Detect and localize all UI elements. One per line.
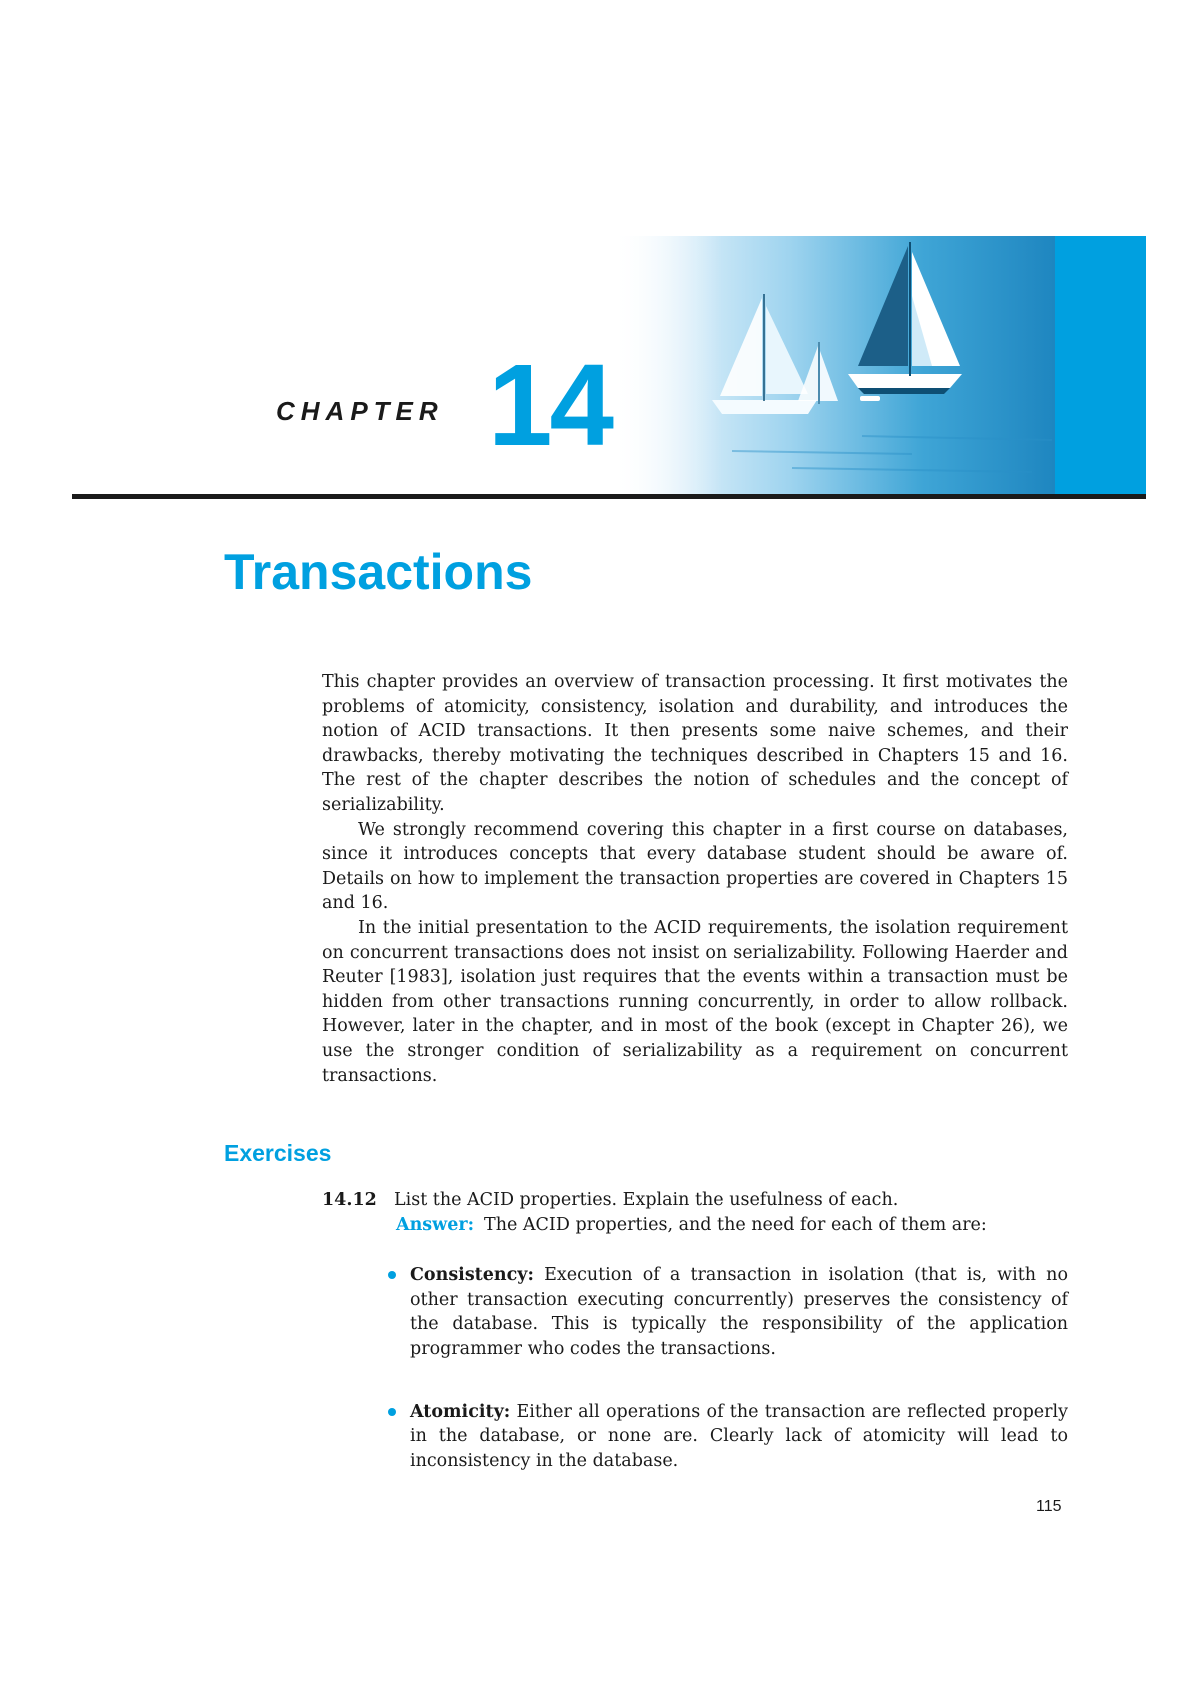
chapter-rule: [72, 494, 1146, 499]
exercise-question: [322, 1188, 1068, 1213]
exercise-14-12: [322, 1188, 1068, 1511]
chapter-title: Transactions: [224, 544, 533, 600]
bullet-term: Atomicity:: [410, 1401, 511, 1422]
page-number: 115: [1036, 1498, 1062, 1515]
chapter-label: CHAPTER: [276, 396, 444, 426]
bullet-term: Consistency:: [410, 1265, 534, 1286]
bullet-text: Either all operations of the transaction are reflected properly in the database, or none are. Clearly lack of atomicity will lead to inconsistency in the database.: [410, 1401, 1068, 1471]
exercise-answer: [322, 1213, 1068, 1238]
chapter-number: 14: [488, 340, 612, 470]
answer-label: Answer:: [396, 1214, 475, 1235]
list-item: [410, 1263, 1068, 1361]
answer-bullet-list: [322, 1263, 1068, 1473]
intro-text: [322, 670, 1068, 1088]
answer-intro: The ACID properties, and the need for each of them are:: [484, 1214, 987, 1235]
exercises-heading: Exercises: [224, 1140, 332, 1166]
question-text: List the ACID properties. Explain the usefulness of each.: [394, 1190, 899, 1210]
bullet-icon: [388, 1271, 396, 1279]
exercise-number: 14.12: [322, 1190, 377, 1210]
intro-paragraph: This chapter provides an overview of transaction processing. It first motivates the problems of atomicity, consistency, isolation and durability, and introduces the notion of ACID transactions. It then presents some naive schemes, and their drawbacks, thereby motivating the techniques described in Chapters 15 and 16. The rest of the chapter describes the notion of schedules and the concept of serializability.: [322, 672, 1068, 815]
sailboats-photo: [612, 236, 1055, 494]
chapter-accent-block: [1055, 236, 1146, 494]
bullet-text: Execution of a transaction in isolation (that is, with no other transaction executing concurrently) preserves the consistency of the database. This is typically the responsibility of the application programmer who codes the transactions.: [410, 1265, 1068, 1359]
list-item: [410, 1400, 1068, 1474]
intro-paragraph: In the initial presentation to the ACID requirements, the isolation requirement on concurrent transactions does not insist on serializability. Following Haerder and Reuter [1983], isolation just requires that the events within a transaction must be hidden from other transactions running concurrently, in order to allow rollback. However, later in the chapter, and in most of the book (except in Chapter 26), we use the stronger condition of serializability as a requirement on concurrent transactions.: [322, 917, 1068, 1086]
intro-paragraph: We strongly recommend covering this chapter in a first course on databases, since it introduces concepts that every database student should be aware of. Details on how to implement the transaction properties are covered in Chapters 15 and 16.: [322, 819, 1068, 914]
bullet-icon: [388, 1408, 396, 1416]
